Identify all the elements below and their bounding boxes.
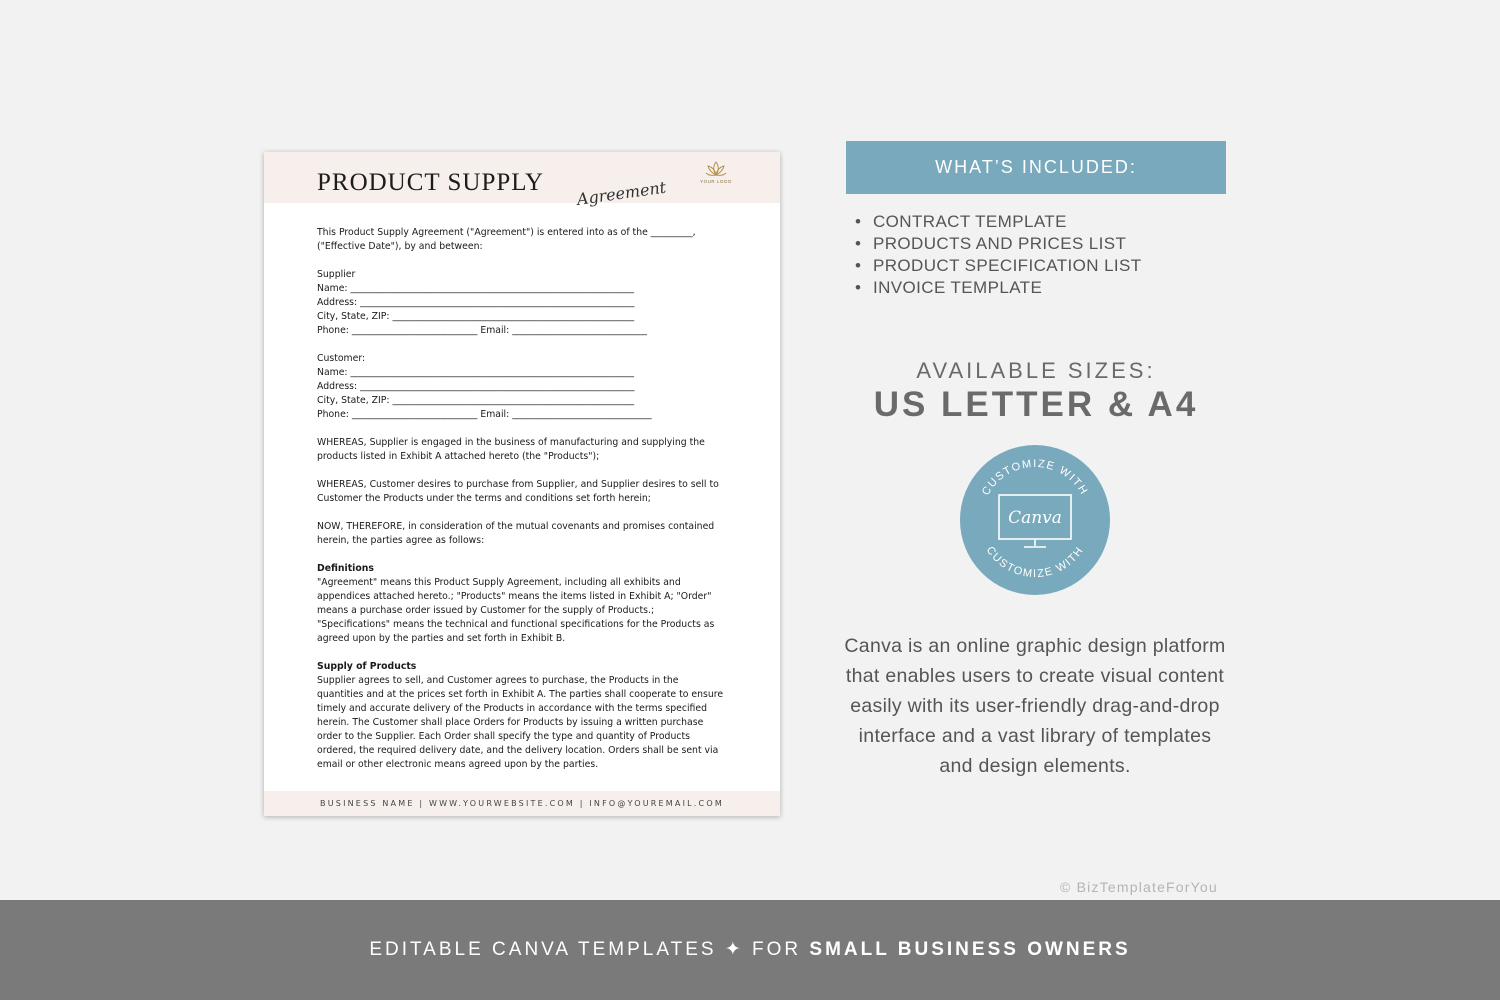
description-line: and design elements.: [939, 755, 1131, 777]
document-script-subtitle: Agreement: [575, 177, 668, 209]
document-line: Address: ___________________________________________________________: [317, 297, 635, 308]
document-line: "Specifications" means the technical and functional specifications for the Products as: [317, 619, 715, 630]
description-line: Canva is an online graphic design platform: [844, 635, 1226, 657]
document-line: Name: _____________________________________________________________: [317, 367, 635, 378]
bullet-icon: •: [855, 278, 862, 297]
list-item: • PRODUCT SPECIFICATION LIST: [855, 256, 1142, 275]
blank-line: [317, 338, 729, 352]
document-line: herein. The Customer shall place Orders for Products by issuing a written purchase: [317, 717, 704, 728]
document-line: Phone: ___________________________ Email: ______________________________: [317, 409, 652, 420]
bullet-icon: •: [855, 234, 862, 253]
badge-ring-text-top: CUSTOMIZE WITH: [979, 457, 1091, 498]
description-line: that enables users to create visual content: [845, 665, 1225, 687]
document-preview: [264, 152, 780, 816]
description-line: interface and a vast library of templates: [858, 725, 1212, 747]
lotus-logo-icon: [705, 161, 727, 179]
document-line: ("Effective Date"), by and between:: [317, 241, 483, 252]
blank-line: [317, 646, 729, 660]
document-line: means a purchase order issued by Customer for the supply of Products.;: [317, 605, 655, 616]
blank-line: [317, 464, 729, 478]
document-footer: BUSINESS NAME | WWW.YOURWEBSITE.COM | INFO@YOUREMAIL.COM: [264, 791, 780, 816]
document-line: appendices attached hereto.; "Products" means the items listed in Exhibit A; "Order": [317, 591, 712, 602]
document-header: [264, 152, 780, 209]
document-line: order to the Supplier. Each Order shall specify the type and quantity of Products: [317, 731, 690, 742]
description-line: easily with its user-friendly drag-and-drop: [850, 695, 1220, 717]
blank-line: [317, 422, 729, 436]
bullet-icon: •: [855, 256, 862, 275]
document-line: WHEREAS, Supplier is engaged in the business of manufacturing and supplying the: [317, 437, 705, 448]
list-item: • CONTRACT TEMPLATE: [855, 212, 1067, 231]
blank-line: [317, 254, 729, 268]
document-body: [317, 226, 729, 772]
document-line: timely and accurate delivery of the Products in accordance with the terms specified: [317, 703, 708, 714]
available-sizes-label: AVAILABLE SIZES:: [916, 358, 1156, 383]
document-line: products listed in Exhibit A attached hereto (the "Products");: [317, 451, 600, 462]
logo-text: YOUR LOGO: [700, 179, 732, 184]
document-line: quantities and at the prices set forth in Exhibit A. The parties shall cooperate to ensure: [317, 689, 724, 700]
document-line: "Agreement" means this Product Supply Agreement, including all exhibits and: [317, 577, 681, 588]
document-line: WHEREAS, Customer desires to purchase from Supplier, and Supplier desires to sell to: [317, 479, 719, 490]
copyright-text: © BizTemplateForYou: [1060, 879, 1218, 895]
document-line: City, State, ZIP: ____________________________________________________: [317, 311, 635, 322]
document-line: Name: _____________________________________________________________: [317, 283, 635, 294]
document-line: Address: ___________________________________________________________: [317, 381, 635, 392]
blank-line: [317, 548, 729, 562]
document-line: Supplier: [317, 269, 356, 280]
section-heading: Supply of Products: [317, 661, 417, 672]
available-sizes-value: US LETTER & A4: [873, 385, 1199, 424]
whats-included-banner: WHAT’S INCLUDED:: [846, 141, 1226, 194]
document-line: agreed upon by the parties and set forth in Exhibit B.: [317, 633, 566, 644]
document-line: City, State, ZIP: ____________________________________________________: [317, 395, 635, 406]
bottom-banner: [0, 900, 1500, 1000]
document-line: Supplier agrees to sell, and Customer agrees to purchase, the Products in the: [317, 675, 679, 686]
document-line: Customer the Products under the terms and conditions set forth herein;: [317, 493, 651, 504]
document-line: Customer:: [317, 353, 366, 364]
blank-line: [317, 506, 729, 520]
bottom-banner-text: EDITABLE CANVA TEMPLATES ✦ FOR: [369, 939, 810, 960]
document-line: NOW, THEREFORE, in consideration of the mutual covenants and promises contained: [317, 521, 715, 532]
document-line: Phone: ___________________________ Email: _____________________________: [317, 325, 648, 336]
document-line: ordered, the required delivery date, and the delivery location. Orders shall be sent via: [317, 745, 719, 756]
document-line: This Product Supply Agreement ("Agreement") is entered into as of the _________,: [317, 227, 696, 238]
included-list: [855, 211, 1142, 299]
document-title: PRODUCT SUPPLY: [317, 169, 545, 196]
list-item: • INVOICE TEMPLATE: [855, 278, 1043, 297]
canva-description: [800, 631, 1270, 781]
customize-with-canva-badge: [960, 445, 1110, 595]
bullet-icon: •: [855, 212, 862, 231]
badge-ring-text-bottom: CUSTOMIZE WITH: [983, 544, 1087, 581]
badge-canva-text: Canva: [1008, 508, 1062, 528]
document-line: herein, the parties agree as follows:: [317, 535, 485, 546]
document-logo: [700, 161, 732, 184]
bottom-banner-emphasis: SMALL BUSINESS OWNERS: [809, 939, 1131, 960]
list-item: • PRODUCTS AND PRICES LIST: [855, 234, 1127, 253]
section-heading: Definitions: [317, 563, 374, 574]
document-line: email or other electronic means agreed upon by the parties.: [317, 759, 599, 770]
